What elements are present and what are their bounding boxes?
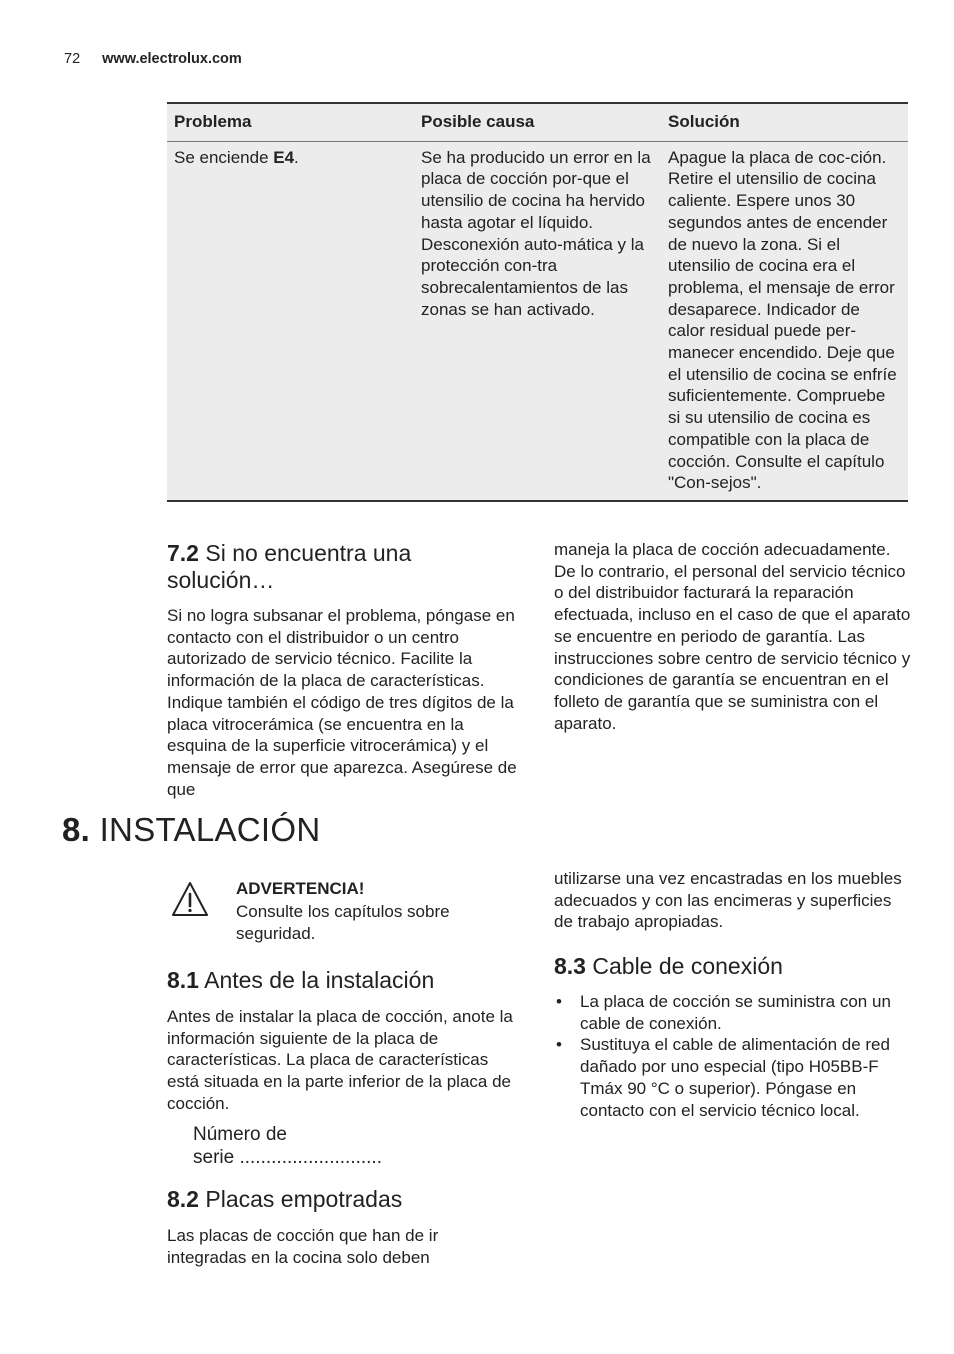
serial-number-field — [193, 1123, 453, 1169]
table-row — [167, 141, 908, 501]
section-8-1-heading — [167, 967, 519, 994]
serial-label-line2: serie ........................... — [193, 1147, 382, 1168]
warning-text: Consulte los capítulos sobre seguridad. — [236, 902, 450, 943]
header-solution: Solución — [661, 103, 908, 141]
problem-suffix: . — [294, 147, 299, 167]
error-code: E4 — [273, 147, 295, 167]
warning-triangle-icon — [170, 880, 210, 918]
table-header-row — [167, 103, 908, 141]
section-8-2-heading — [167, 1186, 519, 1213]
chapter-title: INSTALACIÓN — [90, 811, 321, 848]
cell-solution: Apague la placa de coc-ción. Retire el utensilio de cocina caliente. Espere unos 30 segundos antes de encender de nuevo la zona. Si el utensilio de cocina era el problema, el mensaje de error desaparece. Indicador de calor residual puede per-manecer encendido. Deje que el utensilio de cocina se enfríe suficientemente. Compruebe si su utensilio de cocina es compatible con la placa de cocción. Consulte el capítulo "Con-sejos". — [661, 141, 908, 501]
section-7-2-right-text: maneja la placa de cocción adecuadamente. De lo contrario, el personal del servicio técnico o del distribuidor facturará la reparación efectuada, incluso en el caso de que el aparato se encuentre en periodo de garantía. Las instrucciones sobre centro de servicio técnico y condiciones de garantía se encuentran en el folleto de garantía que se suministra con el aparato. — [554, 540, 911, 733]
list-item — [554, 1034, 914, 1121]
chapter-8-heading — [62, 810, 321, 850]
header-cause: Posible causa — [414, 103, 661, 141]
section-8-1-text: Antes de instalar la placa de cocción, anote la información siguiente de la placa de características. La placa de características está situada en la parte inferior de la placa de cocción. — [167, 1007, 513, 1113]
cell-problem — [167, 141, 414, 501]
page-header — [64, 51, 242, 67]
section-7-2-left-text: Si no logra subsanar el problema, póngase en contacto con el distribuidor o un centro autorizado de servicio técnico. Facilite la información de la placa de características. Indique también el código de tres dígitos de la placa vitrocerámica (se encuentra en la esquina de la superficie vitrocerámica) y el mensaje de error que aparezca. Asegúrese de que — [167, 606, 517, 799]
section-number: 8.2 — [167, 1186, 199, 1212]
bullet-dot: • — [556, 1035, 562, 1055]
connection-cable-list — [554, 991, 914, 1121]
section-number: 8.3 — [554, 953, 586, 979]
problem-text: Se enciende — [174, 147, 274, 167]
site-url: www.electrolux.com — [102, 51, 242, 67]
header-problem: Problema — [167, 103, 414, 141]
section-number: 7.2 — [167, 540, 199, 566]
warning-title: ADVERTENCIA! — [236, 879, 365, 898]
bullet-dot: • — [556, 992, 562, 1011]
chapter-number: 8. — [62, 811, 91, 848]
list-item — [554, 991, 914, 1034]
section-7-2-heading — [167, 540, 497, 594]
section-8-2-right-text: utilizarse una vez encastradas en los muebles adecuados y con las encimeras y superficies de trabajo apropiadas. — [554, 869, 902, 932]
section-title: Placas empotradas — [198, 1186, 403, 1212]
section-8-3-heading — [554, 953, 914, 980]
section-title: Antes de la instalación — [198, 967, 435, 993]
cell-cause: Se ha producido un error en la placa de cocción por-que el utensilio de cocina ha hervido hasta agotar el líquido. Desconexión auto-mática y la protección con-tra sobrecalentamientos de las zonas se han activado. — [414, 141, 661, 501]
troubleshooting-table — [167, 102, 908, 502]
section-number: 8.1 — [167, 967, 199, 993]
section-title: Cable de conexión — [585, 953, 783, 979]
page-number: 72 — [64, 51, 81, 67]
list-item-text: Sustituya el cable de alimentación de red dañado por uno especial (tipo H05BB-F Tmáx 90 °C o superior). Póngase en contacto con el servicio técnico local. — [580, 1035, 890, 1120]
section-title: Si no encuentra una solución… — [167, 540, 412, 593]
list-item-text: La placa de cocción se suministra con un cable de conexión. — [580, 992, 891, 1033]
serial-label-line1: Número de — [193, 1124, 287, 1145]
section-8-2-left-text: Las placas de cocción que han de ir integradas en la cocina solo deben — [167, 1226, 439, 1267]
